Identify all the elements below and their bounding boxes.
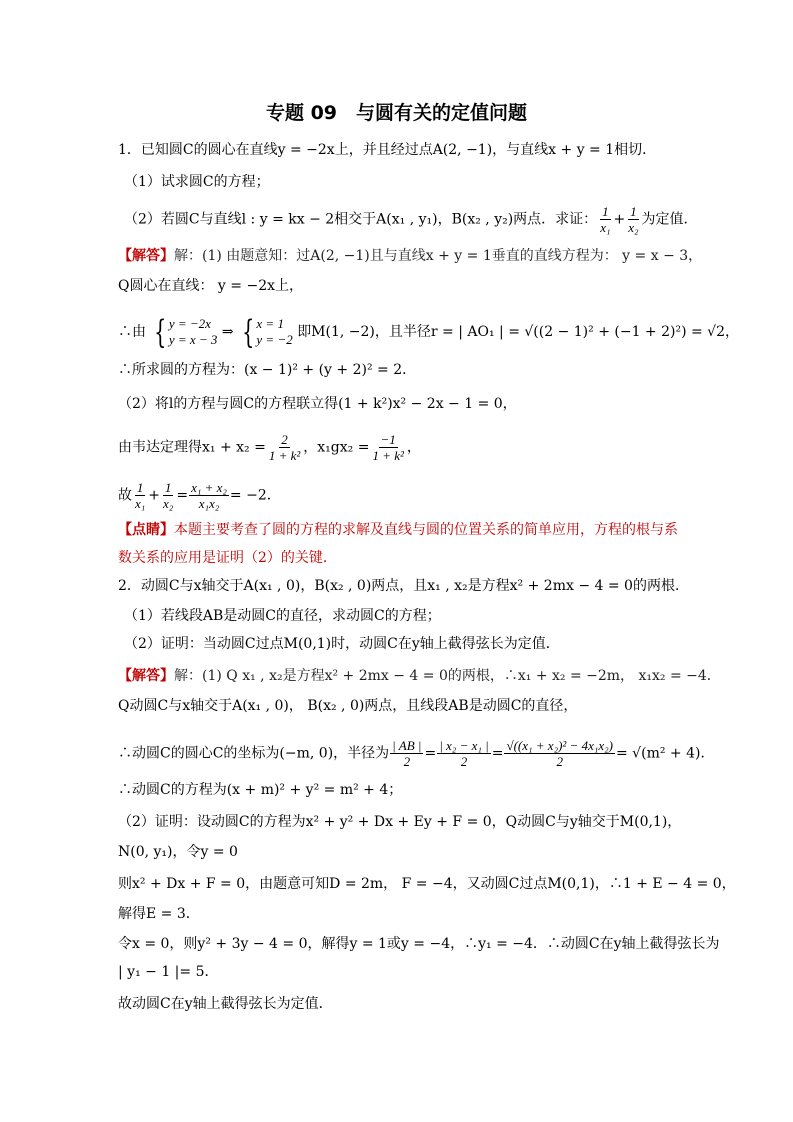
page-title: 专题 09 与圆有关的定值问题 — [265, 102, 528, 124]
problem-1-answer-line-4: ∴所求圆的方程为：(x − 1)² + (y + 2)² = 2． — [118, 362, 417, 378]
note-tag: 【点睛】 — [118, 522, 174, 538]
problem-2-answer-line-1: 【解答】解：(1) Q x₁ , x₂是方程x² + 2mx − 4 = 0的两根，∴x₁ + x₂ = −2m， x₁x₂ = −4． — [118, 668, 721, 684]
problem-2-answer-line-5: （2）证明：设动圆C的方程为x² + y² + Dx + Ey + F = 0，Q动圆C与y轴交于M(0,1)， — [118, 814, 682, 830]
fraction-ab-over-2: $\frac{| AB |}{2}$ — [392, 738, 422, 769]
fraction-1-over-x1: $\frac{1}{\text{x₁}}$ — [600, 204, 611, 235]
problem-2-answer-line-3: ∴动圆C的圆心C的坐标为(−m, 0)，半径为 $\frac{| AB |}{2}$ = $\frac{\text{| x₂ − x₁ |}}{2}$ = $\frac{\text{√((x₁ + x₂)² − 4x₁x₂)}}{2}$ = √(m² + 4)． — [118, 738, 715, 769]
problem-2-answer-line-8: 解得E = 3． — [118, 906, 200, 922]
fraction-1-over-x2: $\frac{1}{\text{x₂}}$ — [628, 204, 639, 235]
problem-2-answer-line-4: ∴动圆C的方程为(x + m)² + y² = m² + 4； — [118, 782, 403, 798]
fraction-1-over-x1-b: $\frac{1}{\text{x₁}}$ — [135, 480, 146, 511]
problem-2-part-1: （1）若线段AB是动圆C的直径，求动圆C的方程； — [124, 608, 441, 624]
problem-1-answer-line-2: Q圆心在直线： y = −2x上， — [118, 278, 304, 294]
fraction-sum-over-product: $\frac{\text{x₁ + x₂}}{\text{x₁x₂}}$ — [191, 480, 227, 511]
problem-2-answer-line-2: Q动圆C与x轴交于A(x₁ , 0)， B(x₂ , 0)两点，且线段AB是动圆C的直径， — [118, 698, 578, 714]
problem-1-answer-line-1: 【解答】解：(1) 由题意知：过A(2, −1)且与直线x + y = 1垂直的直线方程为： y = x − 3， — [118, 248, 703, 264]
problem-1-answer-line-3: ∴由 { y = −2x y = x − 3 ⇒ { x = 1 y = −2 即M(1, −2)，且半径r = | AO₁ | = √((2 − 1)² + (−1 + 2)²) = √2， — [118, 313, 740, 351]
fraction-x2-minus-x1-over-2: $\frac{\text{| x₂ − x₁ |}}{2}$ — [439, 738, 489, 769]
problem-2-answer-line-9: 令x = 0，则y² + 3y − 4 = 0，解得y = 1或y = −4，∴y₁ = −4．∴动圆C在y轴上截得弦长为 — [118, 936, 720, 952]
problem-2-part-2: （2）证明：当动圆C过点M(0,1)时，动圆C在y轴上截得弦长为定值． — [124, 636, 560, 652]
fraction-neg1-over-1-plus-k2: $\frac{-1}{\text{1 + k²}}$ — [372, 432, 404, 463]
equation-system-2: { x = 1 y = −2 — [242, 313, 293, 351]
problem-2-answer-line-6: N(0, y₁)，令y = 0 — [118, 844, 238, 860]
problem-1-question: 1．已知圆C的圆心在直线y = −2x上，并且经过点A(2, −1)，与直线x + y = 1相切． — [118, 142, 657, 158]
problem-2-question: 2．动圆C与x轴交于A(x₁ , 0)，B(x₂ , 0)两点，且x₁ , x₂是方程x² + 2mx − 4 = 0的两根． — [118, 578, 689, 594]
problem-1-answer-line-6: 由韦达定理得x₁ + x₂ = $\frac{2}{\text{1 + k²}}$ ，x₁gx₂ = $\frac{-1}{\text{1 + k²}}$ ， — [118, 432, 421, 463]
answer-tag: 【解答】 — [118, 248, 174, 264]
fraction-2-over-1-plus-k2: $\frac{2}{\text{1 + k²}}$ — [268, 432, 301, 463]
fraction-1-over-x2-b: $\frac{1}{\text{x₂}}$ — [163, 480, 174, 511]
problem-2-answer-line-11: 故动圆C在y轴上截得弦长为定值． — [118, 996, 333, 1012]
problem-2-answer-line-10: | y₁ − 1 |= 5． — [118, 964, 219, 980]
problem-1-note-line-1: 【点睛】本题主要考查了圆的方程的求解及直线与圆的位置关系的简单应用，方程的根与系 — [118, 522, 678, 538]
problem-1-note-line-2: 数关系的应用是证明（2）的关键． — [118, 550, 337, 566]
problem-1-answer-line-7: 故 $\frac{1}{\text{x₁}}$ + $\frac{1}{\text{x₂}}$ = $\frac{\text{x₁ + x₂}}{\text{x₁x₂}}$ = −2． — [118, 480, 281, 511]
problem-1-part-2: （2）若圆C与直线l : y = kx − 2相交于A(x₁ , y₁)，B(x₂ , y₂)两点．求证： $\frac{1}{\text{x₁}}$ + $\frac{1}{\text{x₂}}$ 为定值． — [124, 204, 698, 235]
problem-2-answer-line-7: 则x² + Dx + F = 0，由题意可知D = 2m， F = −4，又动圆C过点M(0,1)，∴1 + E − 4 = 0， — [118, 876, 736, 892]
fraction-sqrt-over-2: $\frac{\text{√((x₁ + x₂)² − 4x₁x₂)}}{2}$ — [506, 738, 613, 769]
equation-system-1: { y = −2x y = x − 3 — [154, 313, 218, 351]
problem-1-part-1: （1）试求圆C的方程； — [124, 174, 270, 190]
problem-1-answer-line-5: （2）将l的方程与圆C的方程联立得(1 + k²)x² − 2x − 1 = 0， — [118, 396, 517, 412]
answer-tag-2: 【解答】 — [118, 668, 174, 684]
problem-1-part-2-text: （2）若圆C与直线l : y = kx − 2相交于A(x₁ , y₁)，B(x₂ , y₂)两点．求证： — [124, 211, 598, 228]
